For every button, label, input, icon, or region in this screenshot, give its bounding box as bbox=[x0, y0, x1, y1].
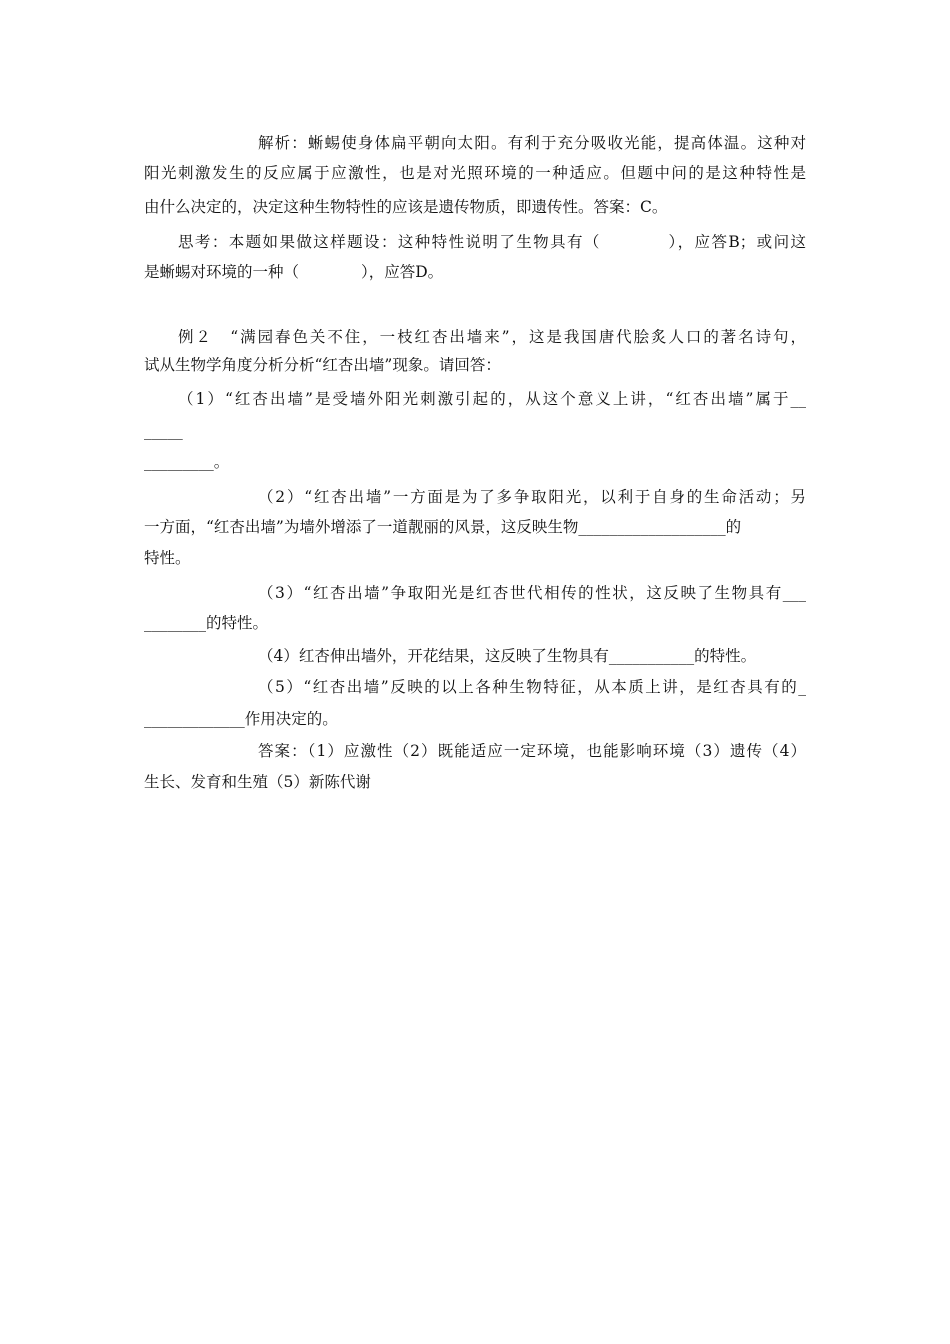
question-1-line-3: _________。 bbox=[144, 453, 230, 471]
question-1-line-1: （1）“红杏出墙”是受墙外阳光刺激引起的，从这个意义上讲，“红杏出墙”属于__ bbox=[178, 390, 806, 408]
example2-intro-line-2: 试从生物学角度分析分析“红杏出墙”现象。请回答： bbox=[144, 356, 501, 374]
question-2-line-1: （2）“红杏出墙”一方面是为了多争取阳光，以利于自身的生命活动；另 bbox=[258, 488, 806, 506]
thinking-line-1: 思考：本题如果做这样题设：这种特性说明了生物具有（ ），应答B；或问这 bbox=[178, 233, 806, 251]
answer-line-2: 生长、发育和生殖（5）新陈代谢 bbox=[144, 773, 371, 791]
question-5-line-1: （5）“红杏出墙”反映的以上各种生物特征，从本质上讲，是红杏具有的_ bbox=[258, 678, 806, 696]
question-3-line-2: ________的特性。 bbox=[144, 614, 269, 632]
thinking-line-2: 是蜥蜴对环境的一种（ ），应答D。 bbox=[144, 263, 444, 281]
example2-intro-line-1: 例２ “满园春色关不住，一枝红杏出墙来”，这是我国唐代脍炙人口的著名诗句， bbox=[178, 328, 806, 346]
analysis-line-2: 阳光刺激发生的反应属于应激性，也是对光照环境的一种适应。但题中问的是这种特性是 bbox=[144, 164, 806, 182]
analysis-line-3: 由什么决定的，决定这种生物特性的应该是遗传物质，即遗传性。答案：C。 bbox=[144, 198, 668, 216]
question-2-line-2: 一方面，“红杏出墙”为墙外增添了一道靓丽的风景，这反映生物___________________的 bbox=[144, 518, 742, 536]
question-1-line-2: _____ bbox=[144, 422, 183, 440]
question-5-line-2: _____________作用决定的。 bbox=[144, 710, 338, 728]
question-3-line-1: （3）“红杏出墙”争取阳光是红杏世代相传的性状，这反映了生物具有___ bbox=[258, 584, 806, 602]
answer-line-1: 答案：（1）应激性（2）既能适应一定环境，也能影响环境（3）遗传（4） bbox=[258, 742, 806, 760]
question-2-line-3: 特性。 bbox=[144, 549, 191, 567]
question-4-line-1: （4）红杏伸出墙外，开花结果，这反映了生物具有___________的特性。 bbox=[258, 647, 757, 665]
analysis-line-1: 解析：蜥蜴使身体扁平朝向太阳。有利于充分吸收光能，提高体温。这种对 bbox=[258, 134, 806, 152]
